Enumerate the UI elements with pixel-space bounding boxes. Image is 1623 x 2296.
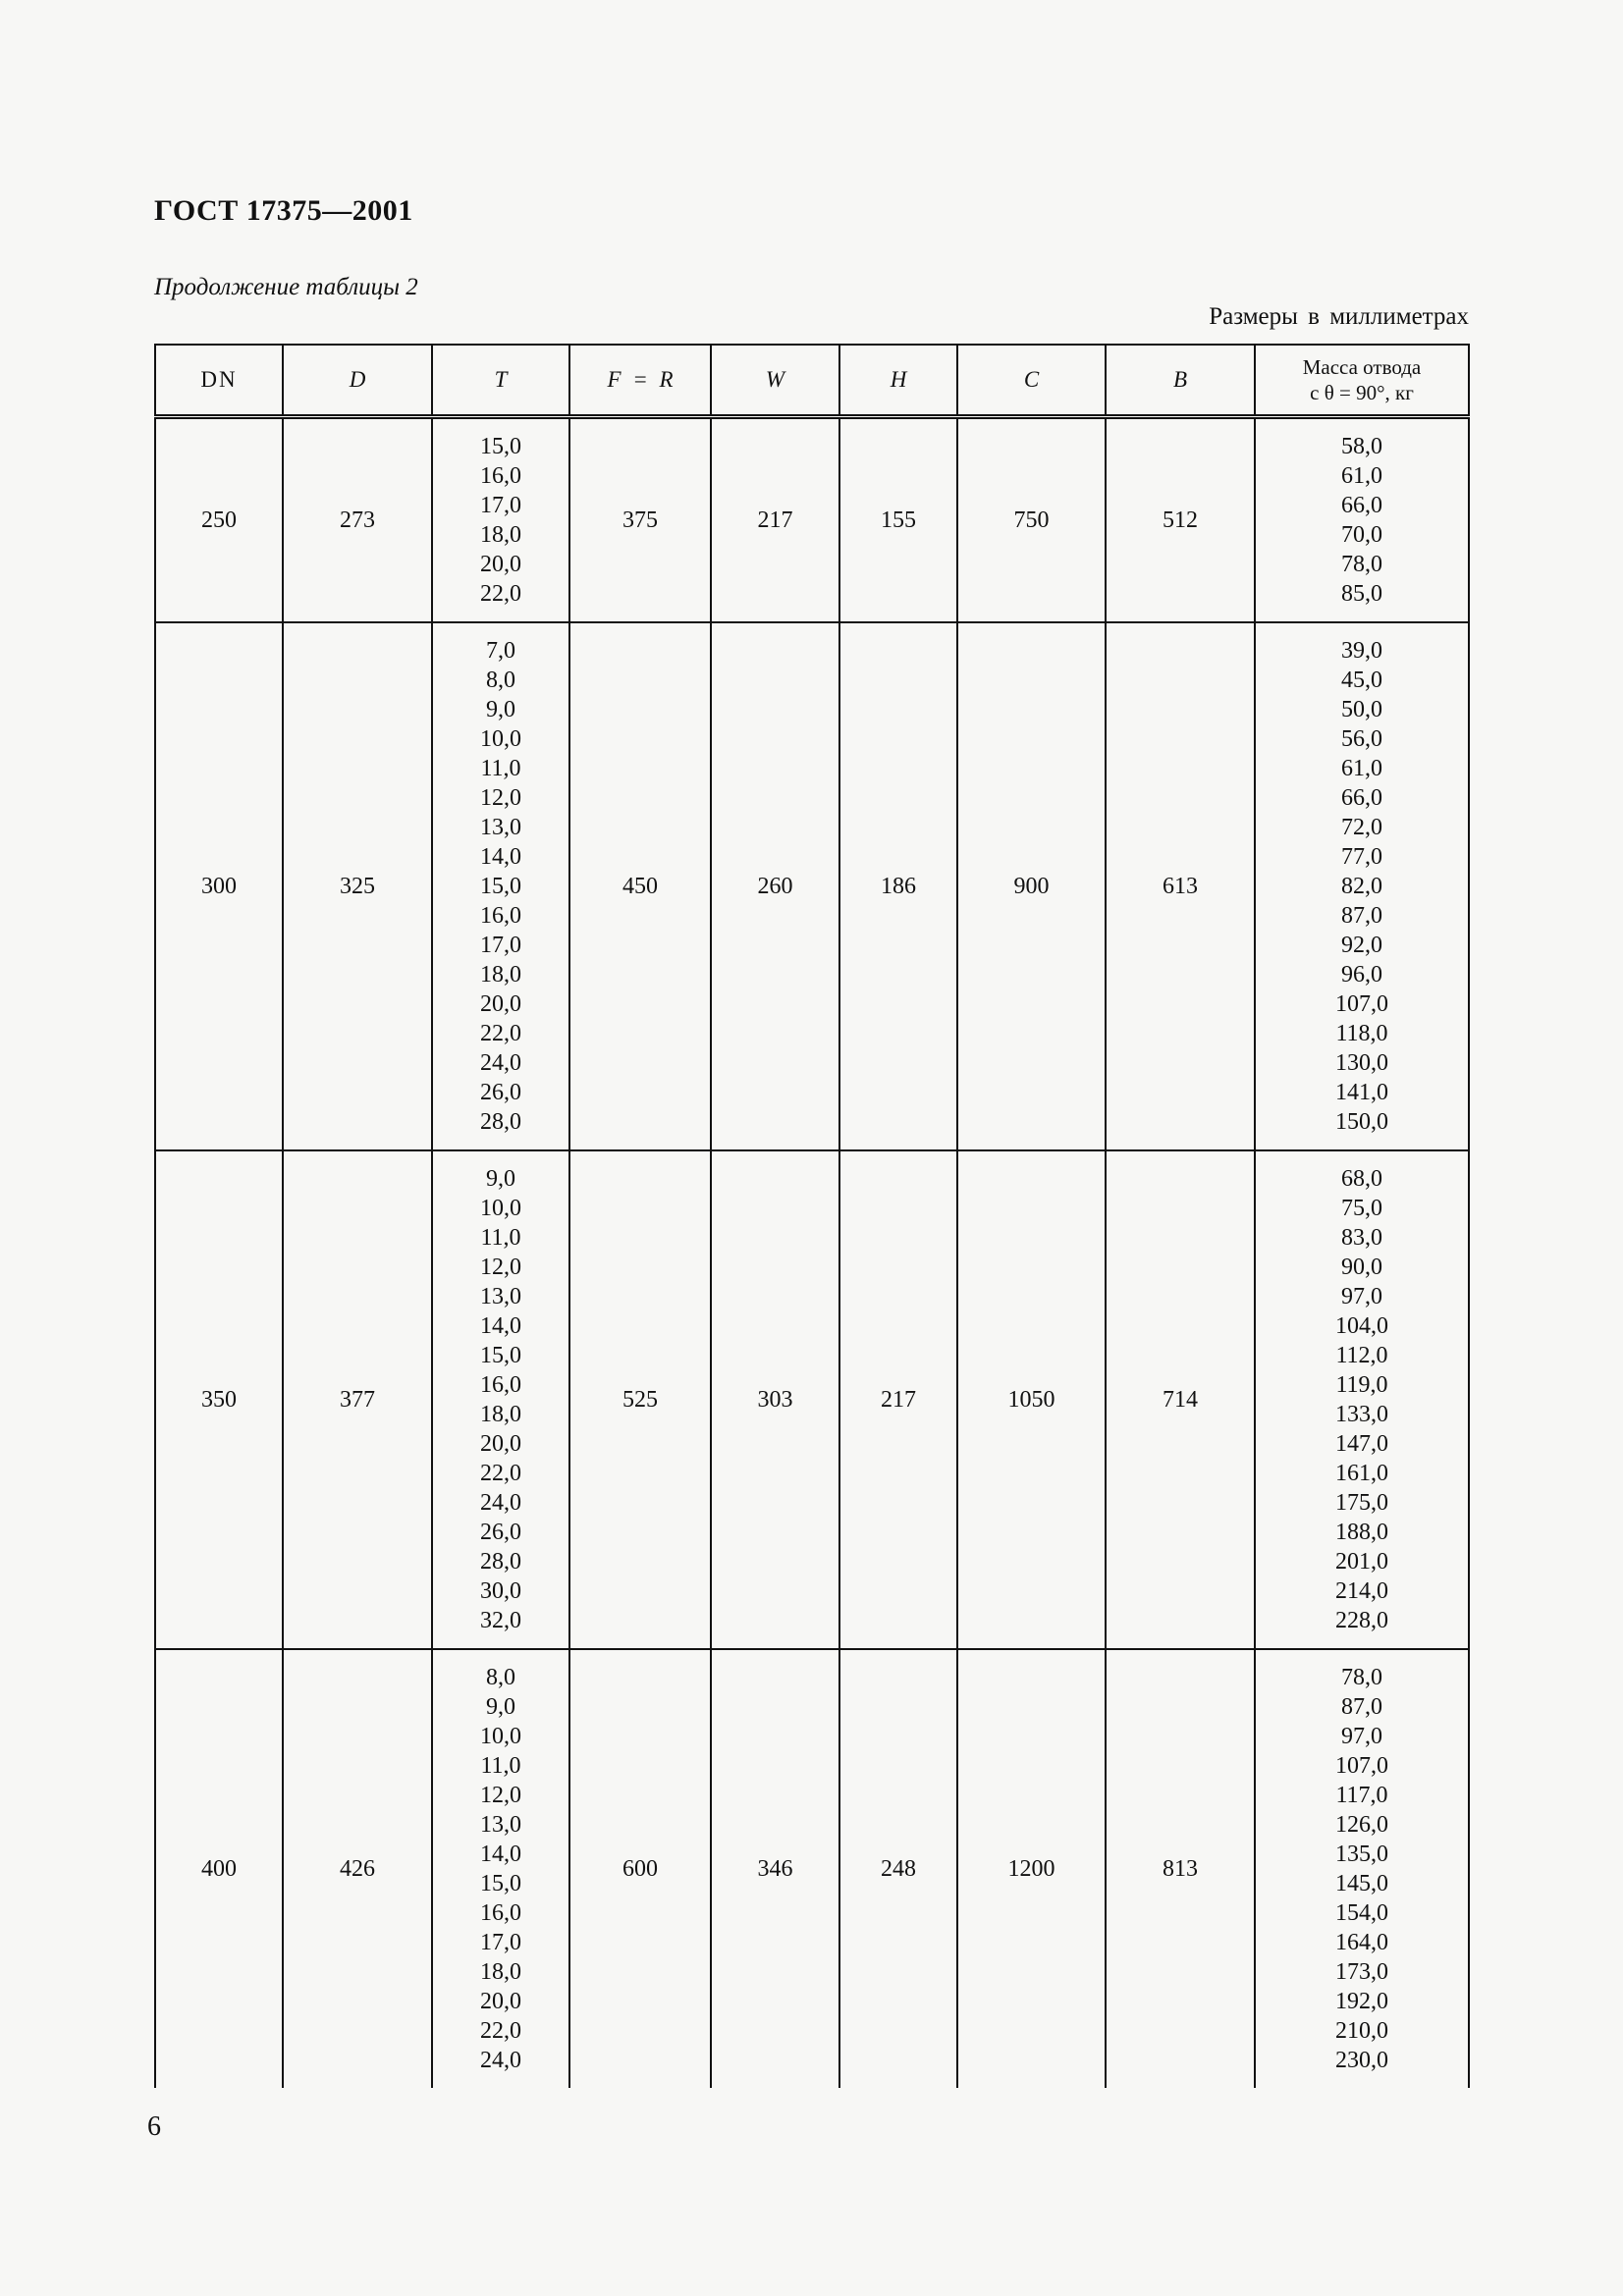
cell-mass-list-value: 83,0 bbox=[1341, 1225, 1382, 1251]
cell-d: 426 bbox=[283, 1649, 432, 2088]
cell-t-list-value: 11,0 bbox=[480, 756, 521, 781]
cell-mass-list-value: 145,0 bbox=[1335, 1871, 1388, 1896]
cell-mass-list-value: 141,0 bbox=[1335, 1080, 1388, 1105]
cell-b: 613 bbox=[1106, 622, 1255, 1150]
cell-mass-list-value: 119,0 bbox=[1335, 1372, 1388, 1398]
cell-t-list-value: 22,0 bbox=[480, 1021, 521, 1046]
cell-mass-list-value: 133,0 bbox=[1335, 1402, 1388, 1427]
cell-f-r: 600 bbox=[569, 1649, 711, 2088]
cell-t-list bbox=[432, 1150, 569, 1649]
cell-c: 900 bbox=[957, 622, 1106, 1150]
header-f-r: F = R bbox=[569, 345, 711, 417]
cell-f-r: 450 bbox=[569, 622, 711, 1150]
cell-t-list-value: 17,0 bbox=[480, 493, 521, 518]
header-dn: DN bbox=[155, 345, 283, 417]
cell-dn: 400 bbox=[155, 1649, 283, 2088]
cell-mass-list-value: 230,0 bbox=[1335, 2048, 1388, 2073]
cell-t-list-value: 13,0 bbox=[480, 1812, 521, 1838]
cell-c: 1050 bbox=[957, 1150, 1106, 1649]
cell-t-list-value: 11,0 bbox=[480, 1225, 521, 1251]
dimensions-table bbox=[154, 344, 1470, 2088]
cell-mass-list-value: 97,0 bbox=[1341, 1724, 1382, 1749]
cell-mass-list-value: 112,0 bbox=[1335, 1343, 1388, 1368]
table-row bbox=[155, 1649, 1469, 2088]
cell-mass-list-value: 61,0 bbox=[1341, 756, 1382, 781]
cell-d: 325 bbox=[283, 622, 432, 1150]
cell-b: 714 bbox=[1106, 1150, 1255, 1649]
cell-t-list bbox=[432, 1649, 569, 2088]
cell-mass-list-value: 175,0 bbox=[1335, 1490, 1388, 1516]
cell-t-list-value: 13,0 bbox=[480, 815, 521, 840]
cell-c: 1200 bbox=[957, 1649, 1106, 2088]
cell-mass-list-value: 188,0 bbox=[1335, 1520, 1388, 1545]
cell-t-list-value: 16,0 bbox=[480, 903, 521, 929]
header-b: B bbox=[1106, 345, 1255, 417]
cell-mass-list-value: 82,0 bbox=[1341, 874, 1382, 899]
cell-mass-list-value: 164,0 bbox=[1335, 1930, 1388, 1955]
cell-w: 217 bbox=[711, 417, 839, 623]
cell-mass-list-value: 117,0 bbox=[1335, 1783, 1388, 1808]
cell-t-list-value: 26,0 bbox=[480, 1520, 521, 1545]
cell-t-list-value: 17,0 bbox=[480, 933, 521, 958]
cell-h: 217 bbox=[839, 1150, 957, 1649]
cell-mass-list bbox=[1255, 1150, 1469, 1649]
cell-t-list-value: 9,0 bbox=[486, 1694, 515, 1720]
cell-t-list-value: 16,0 bbox=[480, 463, 521, 489]
cell-t-list-value: 15,0 bbox=[480, 874, 521, 899]
cell-t-list-value: 8,0 bbox=[486, 1665, 515, 1690]
table-header-row bbox=[155, 345, 1469, 417]
cell-t-list-value: 14,0 bbox=[480, 844, 521, 870]
cell-t-list-value: 24,0 bbox=[480, 1050, 521, 1076]
cell-t-list-value: 24,0 bbox=[480, 2048, 521, 2073]
table-row bbox=[155, 417, 1469, 623]
cell-mass-list-value: 75,0 bbox=[1341, 1196, 1382, 1221]
cell-t-list-value: 28,0 bbox=[480, 1549, 521, 1575]
cell-mass-list-value: 56,0 bbox=[1341, 726, 1382, 752]
cell-t-list-value: 26,0 bbox=[480, 1080, 521, 1105]
cell-mass-list-value: 214,0 bbox=[1335, 1578, 1388, 1604]
cell-t-list-value: 17,0 bbox=[480, 1930, 521, 1955]
cell-t-list bbox=[432, 622, 569, 1150]
cell-t-list-value: 14,0 bbox=[480, 1842, 521, 1867]
cell-b: 813 bbox=[1106, 1649, 1255, 2088]
cell-t-list-value: 32,0 bbox=[480, 1608, 521, 1633]
cell-t-list-value: 11,0 bbox=[480, 1753, 521, 1779]
cell-t-list-value: 22,0 bbox=[480, 2018, 521, 2044]
cell-mass-list-value: 192,0 bbox=[1335, 1989, 1388, 2014]
cell-mass-list-value: 77,0 bbox=[1341, 844, 1382, 870]
cell-t-list-value: 15,0 bbox=[480, 1871, 521, 1896]
cell-d: 377 bbox=[283, 1150, 432, 1649]
cell-mass-list-value: 68,0 bbox=[1341, 1166, 1382, 1192]
table-continuation-caption: Продолжение таблицы 2 bbox=[154, 274, 418, 300]
cell-mass-list-value: 85,0 bbox=[1341, 581, 1382, 607]
cell-b: 512 bbox=[1106, 417, 1255, 623]
cell-w: 346 bbox=[711, 1649, 839, 2088]
cell-t-list-value: 22,0 bbox=[480, 1461, 521, 1486]
cell-mass-list-value: 78,0 bbox=[1341, 552, 1382, 577]
cell-t-list-value: 28,0 bbox=[480, 1109, 521, 1135]
page-number: 6 bbox=[147, 2111, 161, 2142]
cell-mass-list-value: 154,0 bbox=[1335, 1900, 1388, 1926]
cell-t-list-value: 12,0 bbox=[480, 785, 521, 811]
cell-d: 273 bbox=[283, 417, 432, 623]
header-c: C bbox=[957, 345, 1106, 417]
cell-t-list-value: 18,0 bbox=[480, 1959, 521, 1985]
document-title: ГОСТ 17375—2001 bbox=[154, 194, 413, 227]
units-caption: Размеры в миллиметрах bbox=[1209, 303, 1469, 330]
cell-mass-list-value: 70,0 bbox=[1341, 522, 1382, 548]
cell-t-list-value: 18,0 bbox=[480, 1402, 521, 1427]
header-t: T bbox=[432, 345, 569, 417]
cell-mass-list bbox=[1255, 417, 1469, 623]
cell-mass-list-value: 87,0 bbox=[1341, 1694, 1382, 1720]
cell-t-list-value: 15,0 bbox=[480, 1343, 521, 1368]
cell-mass-list-value: 90,0 bbox=[1341, 1255, 1382, 1280]
cell-mass-list-value: 147,0 bbox=[1335, 1431, 1388, 1457]
header-mass bbox=[1255, 345, 1469, 417]
cell-t-list-value: 7,0 bbox=[486, 638, 515, 664]
cell-t-list-value: 15,0 bbox=[480, 434, 521, 459]
header-w: W bbox=[711, 345, 839, 417]
cell-w: 303 bbox=[711, 1150, 839, 1649]
dimensions-table-wrapper bbox=[154, 344, 1468, 2088]
cell-mass-list-value: 78,0 bbox=[1341, 1665, 1382, 1690]
cell-mass-list-value: 87,0 bbox=[1341, 903, 1382, 929]
cell-mass-list-value: 150,0 bbox=[1335, 1109, 1388, 1135]
table-row bbox=[155, 622, 1469, 1150]
cell-mass-list-value: 210,0 bbox=[1335, 2018, 1388, 2044]
cell-mass-list bbox=[1255, 1649, 1469, 2088]
cell-mass-list-value: 39,0 bbox=[1341, 638, 1382, 664]
table-row bbox=[155, 1150, 1469, 1649]
cell-mass-list-value: 107,0 bbox=[1335, 1753, 1388, 1779]
cell-dn: 250 bbox=[155, 417, 283, 623]
cell-t-list-value: 16,0 bbox=[480, 1900, 521, 1926]
cell-t-list-value: 10,0 bbox=[480, 1196, 521, 1221]
cell-t-list-value: 14,0 bbox=[480, 1313, 521, 1339]
cell-mass-list-value: 66,0 bbox=[1341, 785, 1382, 811]
cell-t-list bbox=[432, 417, 569, 623]
cell-t-list-value: 10,0 bbox=[480, 726, 521, 752]
cell-t-list-value: 24,0 bbox=[480, 1490, 521, 1516]
cell-mass-list-value: 50,0 bbox=[1341, 697, 1382, 722]
cell-w: 260 bbox=[711, 622, 839, 1150]
cell-mass-list-value: 118,0 bbox=[1335, 1021, 1388, 1046]
cell-mass-list-value: 126,0 bbox=[1335, 1812, 1388, 1838]
cell-t-list-value: 18,0 bbox=[480, 522, 521, 548]
header-mass-line2: с θ = 90°, кг bbox=[1310, 381, 1414, 404]
cell-mass-list-value: 201,0 bbox=[1335, 1549, 1388, 1575]
cell-f-r: 525 bbox=[569, 1150, 711, 1649]
cell-t-list-value: 9,0 bbox=[486, 1166, 515, 1192]
cell-mass-list-value: 104,0 bbox=[1335, 1313, 1388, 1339]
cell-t-list-value: 8,0 bbox=[486, 667, 515, 693]
cell-mass-list-value: 135,0 bbox=[1335, 1842, 1388, 1867]
cell-mass-list-value: 97,0 bbox=[1341, 1284, 1382, 1309]
cell-t-list-value: 20,0 bbox=[480, 552, 521, 577]
cell-mass-list-value: 161,0 bbox=[1335, 1461, 1388, 1486]
cell-mass-list-value: 228,0 bbox=[1335, 1608, 1388, 1633]
cell-t-list-value: 20,0 bbox=[480, 1989, 521, 2014]
cell-mass-list-value: 130,0 bbox=[1335, 1050, 1388, 1076]
cell-t-list-value: 10,0 bbox=[480, 1724, 521, 1749]
cell-t-list-value: 22,0 bbox=[480, 581, 521, 607]
cell-t-list-value: 16,0 bbox=[480, 1372, 521, 1398]
cell-h: 155 bbox=[839, 417, 957, 623]
cell-mass-list bbox=[1255, 622, 1469, 1150]
cell-mass-list-value: 92,0 bbox=[1341, 933, 1382, 958]
cell-mass-list-value: 107,0 bbox=[1335, 991, 1388, 1017]
cell-mass-list-value: 66,0 bbox=[1341, 493, 1382, 518]
cell-mass-list-value: 45,0 bbox=[1341, 667, 1382, 693]
cell-t-list-value: 18,0 bbox=[480, 962, 521, 988]
cell-t-list-value: 12,0 bbox=[480, 1255, 521, 1280]
cell-h: 248 bbox=[839, 1649, 957, 2088]
cell-mass-list-value: 58,0 bbox=[1341, 434, 1382, 459]
table-body bbox=[155, 417, 1469, 2089]
cell-mass-list-value: 61,0 bbox=[1341, 463, 1382, 489]
cell-mass-list-value: 173,0 bbox=[1335, 1959, 1388, 1985]
cell-h: 186 bbox=[839, 622, 957, 1150]
cell-t-list-value: 30,0 bbox=[480, 1578, 521, 1604]
header-h: H bbox=[839, 345, 957, 417]
cell-t-list-value: 20,0 bbox=[480, 1431, 521, 1457]
cell-c: 750 bbox=[957, 417, 1106, 623]
cell-mass-list-value: 72,0 bbox=[1341, 815, 1382, 840]
cell-t-list-value: 20,0 bbox=[480, 991, 521, 1017]
cell-dn: 300 bbox=[155, 622, 283, 1150]
cell-dn: 350 bbox=[155, 1150, 283, 1649]
cell-mass-list-value: 96,0 bbox=[1341, 962, 1382, 988]
cell-t-list-value: 12,0 bbox=[480, 1783, 521, 1808]
cell-t-list-value: 9,0 bbox=[486, 697, 515, 722]
header-d: D bbox=[283, 345, 432, 417]
cell-t-list-value: 13,0 bbox=[480, 1284, 521, 1309]
cell-f-r: 375 bbox=[569, 417, 711, 623]
header-mass-line1: Масса отвода bbox=[1302, 355, 1422, 379]
